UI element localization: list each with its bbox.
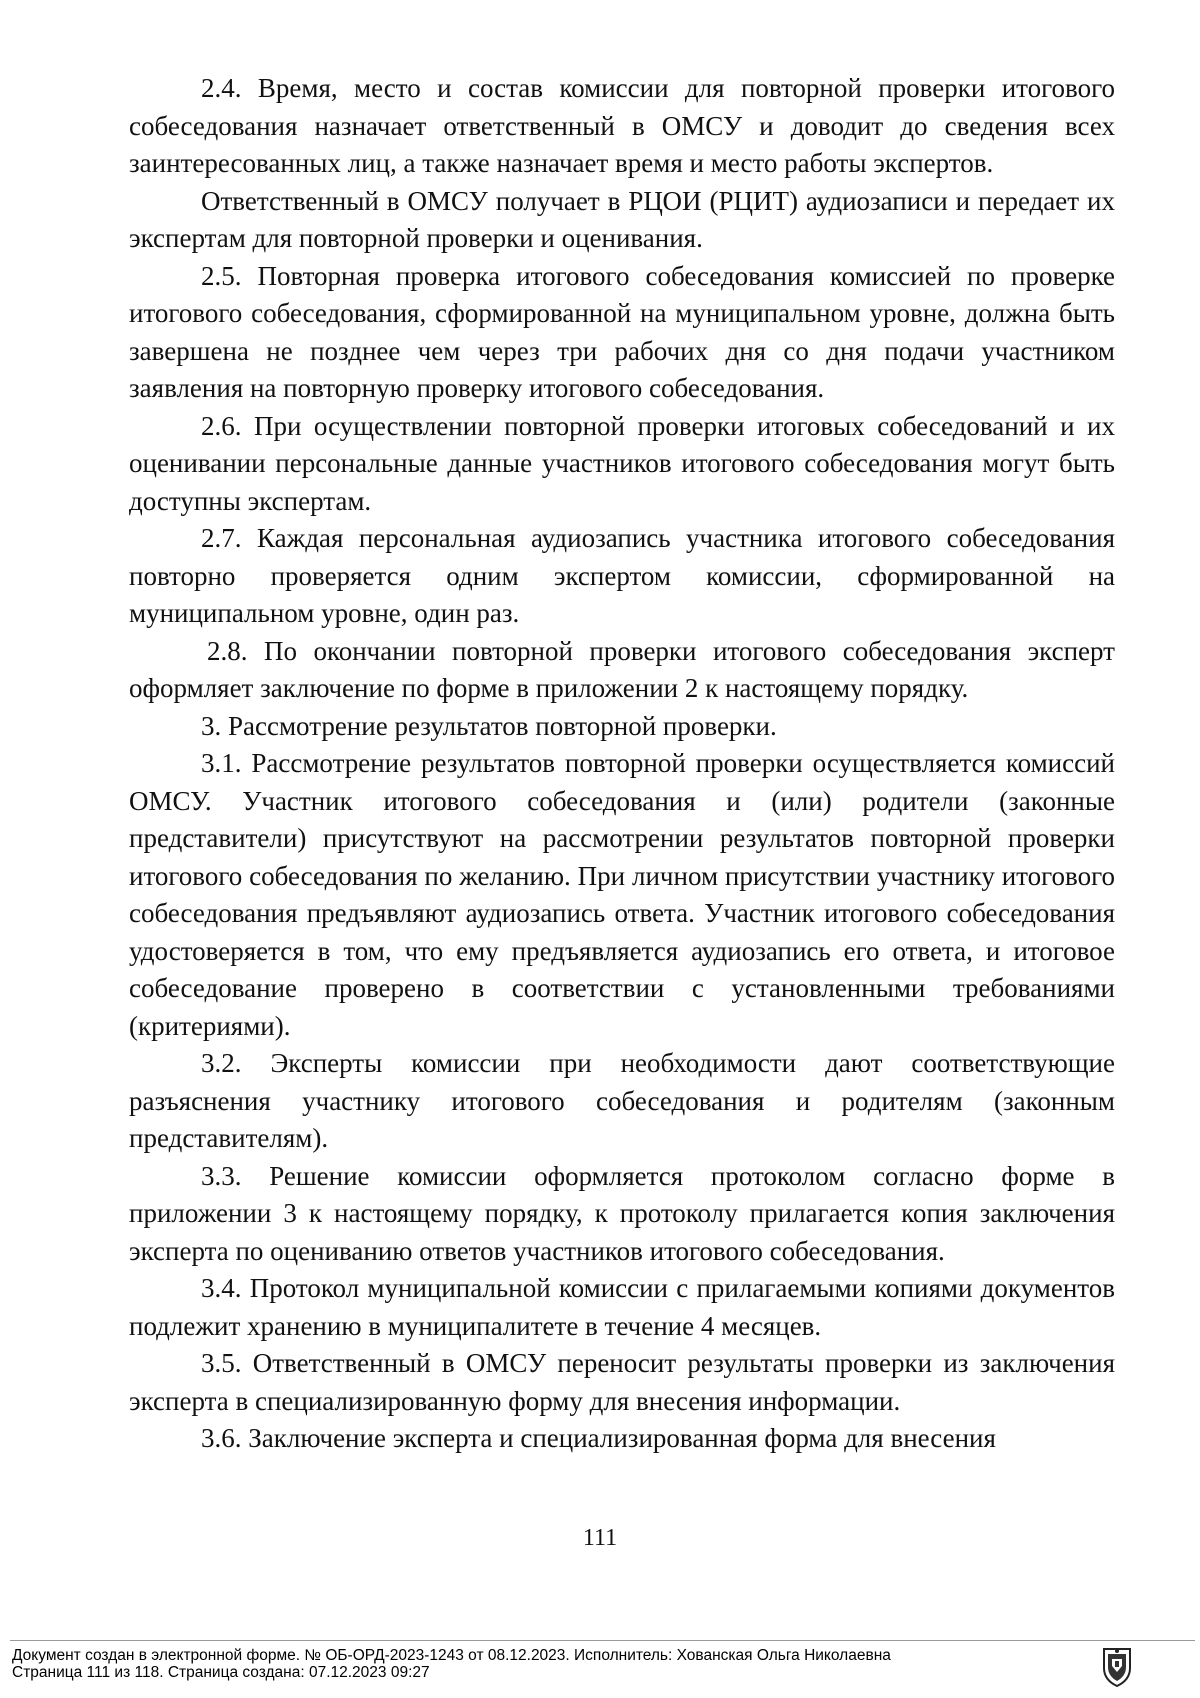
paragraph-3-4: 3.4. Протокол муниципальной комиссии с прилагаемыми копиями документов подлежит хранению в муниципалитете в течение 4 месяцев.: [129, 1273, 1115, 1341]
footer-page-info: Страница 111 из 118. Страница создана: 07.12.2023 09:27: [12, 1664, 430, 1681]
paragraph-2-8: 2.8. По окончании повторной проверки итогового собеседования эксперт оформляет заключение по форме в приложении 2 к настоящему порядку.: [129, 635, 1115, 703]
document-body: [129, 70, 1115, 1458]
paragraph-2-7: 2.7. Каждая персональная аудиозапись участника итогового собеседования повторно проверяется одним экспертом комиссии, сформированной на муниципальном уровне, один раз.: [129, 523, 1115, 628]
coat-of-arms-icon: [1100, 1646, 1134, 1688]
paragraph-2-4: 2.4. Время, место и состав комиссии для повторной проверки итогового собеседования назначает ответственный в ОМСУ и доводит до сведения всех заинтересованных лиц, а также назначает время и место работы экспертов.: [129, 73, 1115, 178]
paragraph-3-1: 3.1. Рассмотрение результатов повторной проверки осуществляется комиссий ОМСУ. Участник итогового собеседования и (или) родители (законные представители) присутствуют на рассмотрении результатов повторной проверки итогового собеседования по желанию. При личном присутствии участнику итогового собеседования предъявляют аудиозапись ответа. Участник итогового собеседования удостоверяется в том, что ему предъявляется аудиозапись его ответа, и итоговое собеседование проверено в соответствии с установленными требованиями (критериями).: [129, 748, 1115, 1041]
paragraph-3-6: 3.6. Заключение эксперта и специализированная форма для внесения: [201, 1423, 996, 1453]
paragraph-2-4-responsible: Ответственный в ОМСУ получает в РЦОИ (РЦИТ) аудиозаписи и передает их экспертам для повторной проверки и оценивания.: [129, 185, 1115, 253]
page-number: 111: [582, 1525, 618, 1551]
footer-document-info: Документ создан в электронной форме. № ОБ-ОРД-2023-1243 от 08.12.2023. Исполнитель: Хованская Ольга Николаевна: [12, 1647, 891, 1664]
footer-divider: [10, 1640, 1195, 1641]
paragraph-2-5: 2.5. Повторная проверка итогового собеседования комиссией по проверке итогового собеседования, сформированной на муниципальном уровне, должна быть завершена не позднее чем через три рабочих дня со дня подачи участником заявления на повторную проверку итогового собеседования.: [129, 260, 1115, 403]
paragraph-3-2: 3.2. Эксперты комиссии при необходимости дают соответствующие разъяснения участнику итогового собеседования и родителям (законным представителям).: [129, 1048, 1115, 1153]
paragraph-2-6: 2.6. При осуществлении повторной проверки итоговых собеседований и их оценивании персональные данные участников итогового собеседования могут быть доступны экспертам.: [129, 410, 1115, 516]
paragraph-3-5: 3.5. Ответственный в ОМСУ переносит результаты проверки из заключения эксперта в специализированную форму для внесения информации.: [129, 1348, 1115, 1416]
paragraph-3-3: 3.3. Решение комиссии оформляется протоколом согласно форме в приложении 3 к настоящему порядку, к протоколу прилагается копия заключения эксперта по оцениванию ответов участников итогового собеседования.: [129, 1160, 1115, 1266]
footer-stamp: [12, 1647, 1092, 1681]
section-3-heading: 3. Рассмотрение результатов повторной проверки.: [201, 710, 777, 741]
